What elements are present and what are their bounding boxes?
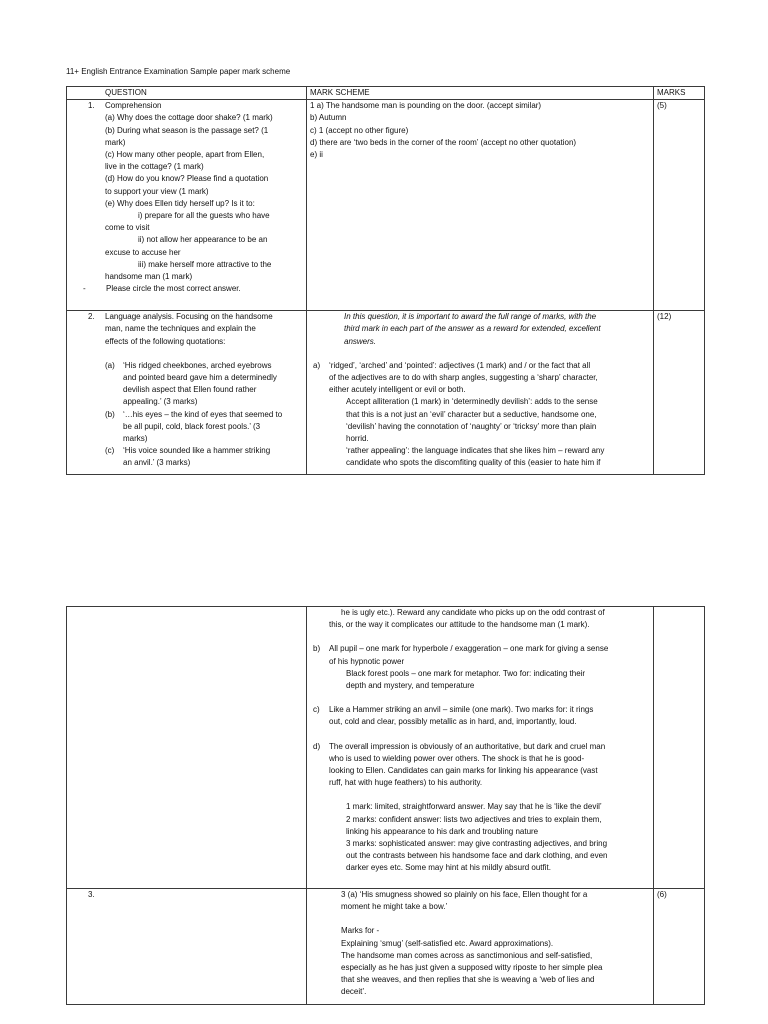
scheme-3-line: 3 (a) ‘His smugness showed so plainly on his face, Ellen thought for a (341, 890, 588, 899)
scheme-3-line: especially as he has just given a supposed witty riposte to her simple plea (341, 963, 603, 973)
scheme-1-line: 1 a) The handsome man is pounding on the door. (accept similar) (310, 101, 542, 111)
question-1-line: live in the cottage? (1 mark) (105, 162, 204, 172)
scheme-3-line: deceit’. (341, 987, 367, 997)
scheme-2-c-line: out, cold and clear, possibly metallic as in hard, and, importantly, loud. (329, 717, 577, 727)
question-1-option-iii-cont: handsome man (1 mark) (105, 272, 193, 282)
question-1-option-ii-cont: excuse to accuse her (105, 247, 181, 257)
scheme-2-c-line: Like a Hammer striking an anvil – simile (one mark). Two marks for: it rings (329, 705, 594, 715)
question-1-line: (d) How do you know? Please find a quotation (105, 174, 269, 184)
scheme-1-cell (307, 100, 654, 311)
scheme-2-level: 3 marks: sophisticated answer: may give contrasting adjectives, and bring (346, 839, 608, 849)
scheme-2-level: 1 mark: limited, straightforward answer. May say that he is ‘like the devil’ (346, 802, 602, 812)
scheme-2-d-label: d) (313, 741, 321, 751)
table-header-row (67, 87, 705, 100)
scheme-2-a-line: either acutely intelligent or evil or both. (329, 385, 466, 395)
scheme-2-a-detail: Accept alliteration (1 mark) in ‘determinedly devilish’: adds to the sense (346, 397, 598, 407)
marks-2-cont-cell (654, 607, 705, 889)
scheme-2-a-detail: ‘devilish’ having the connotation of ‘naughty’ or ‘tricksy’ more than plain (346, 421, 597, 431)
scheme-3-cell (307, 889, 654, 1005)
question-2-part-a-label: (a) (105, 360, 115, 370)
header-mark-scheme: MARK SCHEME (307, 87, 654, 100)
question-1-line: (b) During what season is the passage set? (1 (105, 125, 269, 135)
scheme-2-a-detail: that this is a not just an ‘evil’ character but a seductive, handsome one, (346, 409, 597, 419)
question-2-part-b-line: be all pupil, cold, black forest pools.’ (3 (123, 421, 261, 431)
question-1-line: (c) How many other people, apart from Ellen, (105, 150, 265, 160)
scheme-1-line: d) there are ‘two beds in the corner of the room’ (accept no other quotation) (310, 137, 577, 147)
question-2-cont-cell (67, 607, 307, 889)
scheme-2-a-detail: horrid. (346, 434, 369, 444)
scheme-2-level: 2 marks: confident answer: lists two adjectives and tries to explain them, (346, 814, 602, 824)
table-row-question-1 (67, 100, 705, 311)
question-2-part-a-line: devilish aspect that Ellen found rather (123, 385, 257, 395)
question-2-cell (67, 311, 307, 475)
scheme-3-line: that she weaves, and then replies that she is weaving a ‘web of lies and (341, 975, 595, 985)
question-2-part-b-line: marks) (123, 434, 148, 444)
scheme-2-c-label: c) (313, 705, 320, 715)
question-1-heading: Comprehension (105, 101, 162, 111)
scheme-3-line: Marks for - (341, 926, 380, 936)
scheme-2-b-label: b) (313, 644, 321, 654)
scheme-1-line: e) ii (310, 150, 323, 160)
question-1-line: (e) Why does Ellen tidy herself up? Is it to: (105, 198, 255, 208)
question-2-intro: man, name the techniques and explain the (105, 324, 256, 334)
scheme-2-d-line: ruff, hat with huge feathers) to his authority. (329, 778, 483, 788)
question-1-line: (a) Why does the cottage door shake? (1 mark) (105, 113, 273, 123)
scheme-2-level: linking his appearance to his dark and troubling nature (346, 826, 539, 836)
scheme-3-line: Explaining ‘smug’ (self-satisfied etc. Award approximations). (341, 938, 554, 948)
question-3-number: 3. (88, 890, 95, 899)
scheme-2-note: answers. (344, 336, 377, 346)
scheme-3-line: moment he might take a bow.’ (341, 902, 448, 912)
question-1-option-i-cont: come to visit (105, 223, 150, 233)
scheme-2-a-line: of the adjectives are to do with sharp angles, suggesting a ‘sharp’ character, (329, 373, 598, 383)
scheme-2-a-label: a) (313, 360, 321, 370)
scheme-2-b-detail: depth and mystery, and temperature (346, 681, 475, 691)
scheme-2-level: darker eyes etc. Some may hint at his mildly absurd outfit. (346, 863, 551, 873)
document-title: 11+ English Entrance Examination Sample paper mark scheme (66, 67, 291, 76)
scheme-2-d-line: looking to Ellen. Candidates can gain marks for linking his appearance (vast (329, 766, 598, 776)
question-1-line: mark) (105, 137, 126, 147)
scheme-2-level: out the contrasts between his handsome face and dark clothing, and even (346, 851, 608, 861)
question-1-option-ii: ii) not allow her appearance to be an (138, 235, 268, 245)
question-2-intro: Language analysis. Focusing on the handsome (105, 312, 273, 322)
header-question: QUESTION (67, 87, 307, 100)
question-1-line: to support your view (1 mark) (105, 186, 209, 196)
question-1-option-iii: iii) make herself more attractive to the (138, 259, 272, 269)
scheme-2-a-line: ‘ridged’, ‘arched’ and ‘pointed’: adjectives (1 mark) and / or the fact that all (329, 360, 591, 370)
scheme-3-line: The handsome man comes across as sanctimonious and self-satisfied, (341, 950, 593, 960)
question-2-part-b-label: (b) (105, 409, 115, 419)
marks-2-cell (654, 311, 705, 475)
question-2-number: 2. (88, 312, 95, 322)
marks-1-cell (654, 100, 705, 311)
scheme-2-cont-cell (307, 607, 654, 889)
question-2-intro: effects of the following quotations: (105, 336, 226, 346)
scheme-2-a-detail: candidate who spots the discomfiting quality of this (easier to hate him if (346, 458, 601, 468)
question-1-option-i: i) prepare for all the guests who have (138, 211, 270, 221)
table-row-question-2 (67, 311, 705, 475)
question-2-part-b-line: ‘…his eyes – the kind of eyes that seemed to (123, 409, 283, 419)
question-2-part-a-line: and pointed beard gave him a determinedly (123, 373, 277, 383)
scheme-2-a-detail: ‘rather appealing’: the language indicates that she likes him – reward any (346, 446, 605, 456)
question-2-part-a-line: ‘His ridged cheekbones, arched eyebrows (123, 360, 272, 370)
scheme-2-b-detail: Black forest pools – one mark for metaphor. Two for: indicating their (346, 668, 586, 678)
bullet-dash: - (83, 284, 86, 294)
scheme-1-line: b) Autumn (310, 113, 347, 123)
table-row-question-2-continued (67, 607, 705, 889)
scheme-1-line: c) 1 (accept no other figure) (310, 125, 409, 135)
scheme-2-cont-line: this, or the way it complicates our attitude to the handsome man (1 mark). (329, 620, 590, 630)
question-3-cell (67, 889, 307, 1005)
scheme-2-note: third mark in each part of the answer as a reward for extended, excellent (344, 324, 601, 334)
question-1-number: 1. (88, 101, 95, 111)
header-marks: MARKS (654, 87, 705, 100)
question-1-instruction: Please circle the most correct answer. (106, 284, 241, 294)
mark-scheme-table-part-2 (66, 606, 705, 1005)
marks-1-value: (5) (657, 101, 667, 111)
scheme-2-d-line: who is used to wielding power over others. The shock is that he is good- (329, 753, 585, 763)
table-row-question-3 (67, 889, 705, 1005)
marks-2-value: (12) (657, 312, 672, 322)
question-2-part-a-line: appealing.’ (3 marks) (123, 397, 198, 407)
mark-scheme-table-part-1 (66, 86, 705, 475)
marks-3-value: (6) (657, 890, 667, 899)
scheme-2-d-line: The overall impression is obviously of an authoritative, but dark and cruel man (329, 741, 606, 751)
scheme-2-cell (307, 311, 654, 475)
question-2-part-c-line: ‘His voice sounded like a hammer striking (123, 446, 271, 456)
marks-3-cell (654, 889, 705, 1005)
question-2-part-c-label: (c) (105, 446, 115, 456)
scheme-2-b-line: All pupil – one mark for hyperbole / exaggeration – one mark for giving a sense (329, 644, 609, 654)
scheme-2-cont-line: he is ugly etc.). Reward any candidate who picks up on the odd contrast of (341, 608, 605, 617)
scheme-2-b-line: of his hypnotic power (329, 656, 405, 666)
scheme-2-note: In this question, it is important to award the full range of marks, with the (344, 312, 597, 322)
question-2-part-c-line: an anvil.’ (3 marks) (123, 458, 191, 468)
question-1-cell (67, 100, 307, 311)
